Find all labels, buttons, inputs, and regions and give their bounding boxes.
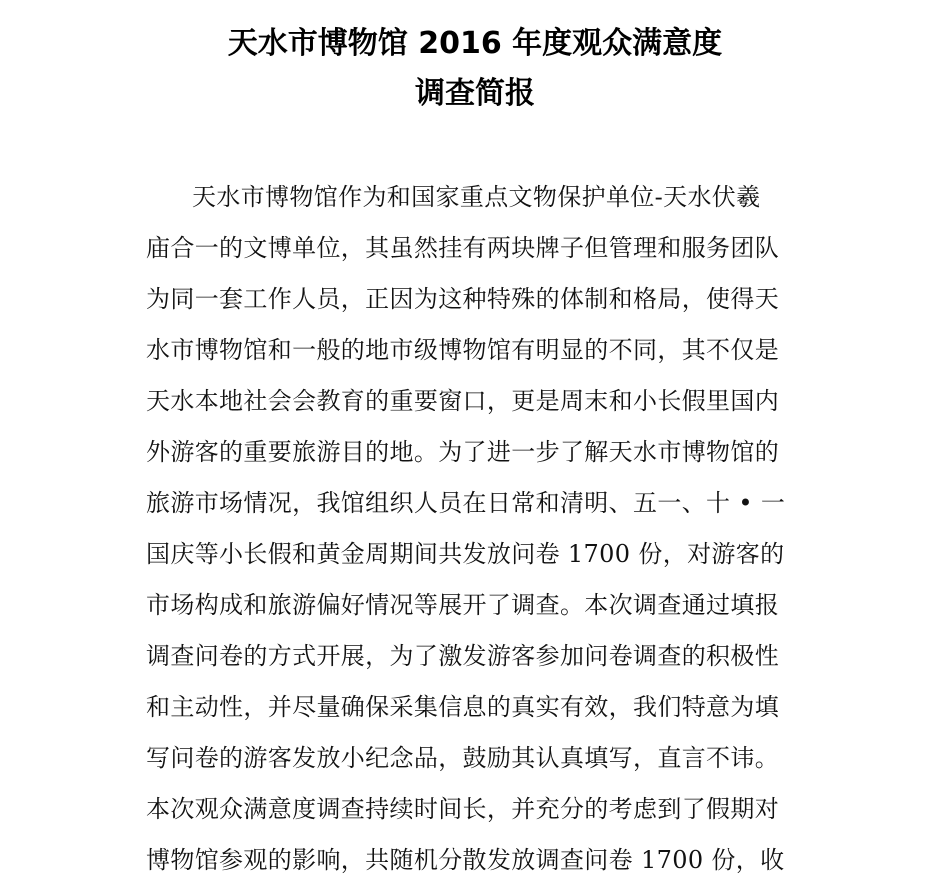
body-paragraph — [146, 172, 811, 886]
document-title-line-2: 调查简报 — [415, 76, 535, 111]
paragraph-line: 和主动性，并尽量确保采集信息的真实有效，我们特意为填 — [146, 693, 780, 721]
paragraph-line: 庙合一的文博单位，其虽然挂有两块牌子但管理和服务团队 — [146, 234, 780, 262]
paragraph-line: 博物馆参观的影响，共随机分散发放调查问卷 1700 份，收 — [146, 846, 785, 874]
paragraph-line: 写问卷的游客发放小纪念品，鼓励其认真填写，直言不讳。 — [146, 744, 780, 772]
paragraph-line: 国庆等小长假和黄金周期间共发放问卷 1700 份，对游客的 — [146, 540, 785, 568]
paragraph-line: 天水本地社会会教育的重要窗口，更是周末和小长假里国内 — [146, 387, 780, 415]
paragraph-line: 调查问卷的方式开展，为了激发游客参加问卷调查的积极性 — [146, 642, 780, 670]
paragraph-line: 为同一套工作人员，正因为这种特殊的体制和格局，使得天 — [146, 285, 780, 313]
paragraph-line: 本次观众满意度调查持续时间长，并充分的考虑到了假期对 — [146, 795, 780, 823]
paragraph-line: 水市博物馆和一般的地市级博物馆有明显的不同，其不仅是 — [146, 336, 780, 364]
paragraph-line: 市场构成和旅游偏好情况等展开了调查。本次调查通过填报 — [146, 591, 780, 619]
document-title-line-1: 天水市博物馆 2016 年度观众满意度 — [227, 26, 723, 61]
paragraph-line: 天水市博物馆作为和国家重点文物保护单位-天水伏羲 — [192, 183, 761, 211]
paragraph-line: 外游客的重要旅游目的地。为了进一步了解天水市博物馆的 — [146, 438, 780, 466]
paragraph-line: 旅游市场情况，我馆组织人员在日常和清明、五一、十 • 一 — [146, 489, 786, 517]
